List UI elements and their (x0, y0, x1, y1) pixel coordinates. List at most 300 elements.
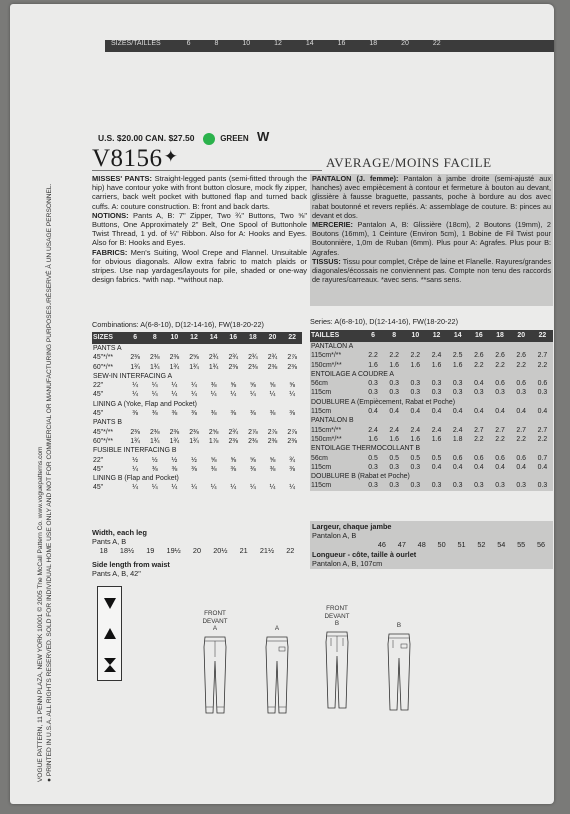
table-cell: 1¾ (130, 363, 140, 371)
table-cell: 0.6 (474, 454, 484, 462)
figure-back-b (386, 622, 412, 712)
table-cell: 0.5 (389, 454, 399, 462)
table-cell: 0.6 (516, 380, 526, 388)
figure-label-line1: FRONT (204, 610, 226, 617)
pattern-envelope-back (10, 4, 554, 804)
width-block-fr (310, 521, 553, 550)
table-row (310, 351, 553, 360)
table-cell: 0.4 (495, 463, 505, 471)
table-header-label: TAILLES (310, 330, 362, 342)
table-cell: 0.3 (495, 482, 505, 490)
pants-back-icon (386, 632, 412, 712)
table-cell: 1.6 (368, 361, 378, 369)
table-cell: ¼ (210, 391, 217, 399)
width-title: Width, each leg (92, 528, 147, 537)
table-cell: ¼ (171, 382, 178, 390)
table-cell: 2.6 (516, 352, 526, 360)
table-cell: 2⅞ (267, 428, 278, 436)
width-label: Pants A, B (92, 537, 127, 546)
side-length-en (92, 560, 170, 578)
figure-view-letter: A (274, 625, 280, 632)
table-row (310, 407, 553, 416)
table-cell: 0.4 (452, 408, 463, 416)
size-band-size: 16 (337, 40, 346, 47)
table-row (310, 481, 553, 490)
table-cell: ¼ (269, 484, 276, 492)
table-header-size: 6 (125, 332, 145, 344)
table-row-label: PANTALON A (311, 343, 354, 350)
table-cell: ½ (191, 456, 197, 464)
table-cell: ¼ (250, 484, 256, 492)
table-cell: ⅜ (132, 410, 138, 418)
table-row-label: SEW-IN INTERFACING A (93, 372, 173, 380)
table-row-label: LINING B (Flap and Pocket) (93, 475, 179, 483)
table-cell: 2⅜ (267, 437, 278, 445)
table-row-label: 45" (93, 391, 104, 399)
table-row (310, 361, 553, 370)
table-cell: 2.6 (474, 352, 484, 360)
side-copyright-line-2: ● PRINTED IN U.S.A. ALL RIGHTS RESERVED. SOLD FOR INDIVIDUAL HOME USE ONLY AND NOT FOR COMMERCIAL OR MANUFACTURING PURPOSES./RÉSERVÉ À UN USAGE PERSONNEL. (46, 183, 53, 782)
table-row-label: ENTOILAGE THERMOCOLLANT B (311, 445, 421, 453)
desc-title: MISSES' PANTS: (92, 174, 153, 183)
table-cell: 1¾ (149, 363, 160, 371)
table-row (310, 370, 553, 379)
table-cell: ⅜ (250, 410, 256, 418)
table-cell: 2.7 (537, 426, 548, 434)
table-cell: 0.3 (431, 380, 442, 388)
table-cell: 1.6 (431, 435, 442, 443)
table-row (92, 418, 302, 427)
table-row-label: 45" (93, 484, 104, 492)
table-row (92, 344, 302, 353)
table-cell: 0.4 (474, 463, 484, 471)
table-cell: ½ (171, 456, 178, 464)
width-value: 56 (537, 540, 546, 549)
table-row-label: 56cm (311, 380, 328, 388)
table-row-label: PANTALON B (311, 417, 354, 425)
table-cell: ⅝ (289, 382, 296, 390)
table-cell: 0.4 (516, 463, 526, 471)
table-cell: ⅜ (230, 410, 237, 418)
table-header-size: 10 (405, 330, 426, 342)
width-value: 51 (457, 540, 466, 549)
table-cell: 0.5 (368, 454, 378, 462)
table-cell: 1.6 (410, 361, 421, 369)
table-cell: 0.6 (452, 454, 463, 462)
table-header-size: 22 (532, 330, 553, 342)
table-cell: 0.3 (410, 389, 421, 397)
us-price: $20.00 (116, 133, 143, 143)
layout-symbols (97, 586, 122, 681)
table-cell: ¼ (191, 484, 197, 492)
width-value: 20 (192, 546, 202, 555)
table-row (92, 400, 302, 409)
table-cell: ¼ (151, 391, 158, 399)
green-dot-icon (203, 133, 215, 145)
table-cell: 0.4 (368, 408, 378, 416)
figure-view-letter: B (396, 622, 402, 629)
table-cell: 0.3 (431, 482, 442, 490)
table-cell: 1¾ (130, 437, 140, 445)
table-cell: 2¾ (228, 428, 239, 436)
width-value: 52 (477, 540, 486, 549)
table-cell: ¼ (289, 484, 296, 492)
table-cell: 2.2 (368, 352, 378, 360)
table-header-size: 12 (184, 332, 204, 344)
table-row (92, 409, 302, 418)
table-cell: 1.6 (368, 435, 378, 443)
table-cell: 2⅜ (130, 354, 140, 362)
table-cell: 0.3 (452, 389, 463, 397)
width-value: 18½ (119, 546, 135, 555)
table-cell: 0.3 (368, 463, 378, 471)
table-cell: ⅝ (250, 382, 256, 390)
table-cell: 1.6 (389, 435, 399, 443)
table-cell: 0.7 (537, 454, 548, 462)
mercerie-body: Pantalon A, B: Glissière (18cm), 2 Boutons (19mm), 2 Boutons (16mm), 1 Ceinture (Environ 5cm), 1 Bobine de Fil Twist pour Boutonnière, 1,0m de Ruban (6mm). Plus pour A: Agrafes. Plus pour B: Agrafes. (312, 220, 551, 257)
table-cell: ¼ (151, 484, 158, 492)
table-cell: 0.6 (495, 380, 505, 388)
width-value: 21 (239, 546, 248, 555)
table-cell: 0.3 (410, 463, 421, 471)
table-cell: 2.2 (537, 435, 548, 443)
table-cell: ⅝ (210, 456, 217, 464)
side-copyright (36, 42, 54, 782)
hourglass-icon (98, 649, 121, 680)
table-cell: 2⅜ (267, 363, 278, 371)
table-cell: 2.2 (495, 361, 505, 369)
table-cell: 0.3 (516, 389, 526, 397)
table-row (92, 446, 302, 455)
table-cell: 2.2 (474, 435, 484, 443)
combinations-en: Combinations: A(6-8-10), D(12-14-16), FW(18-20-22) (92, 320, 264, 329)
size-band-label: SIZES/TAILLES (111, 40, 161, 47)
table-cell: 2⅜ (228, 363, 239, 371)
table-cell: 1¾ (149, 437, 160, 445)
table-cell: ⅜ (191, 465, 197, 473)
table-cell: 2.4 (410, 426, 421, 434)
table-cell: 2.4 (452, 426, 463, 434)
table-cell: 0.3 (431, 389, 442, 397)
table-cell: ⅝ (269, 456, 276, 464)
table-cell: 0.6 (495, 454, 505, 462)
fabrics-body: Men's Suiting, Wool Crepe and Flannel. Unsuitable for obvious diagonals. Allow extra fabric to match plaids or stripes. Use nap yardages/layouts for pile, shaded or one-way design fabrics. *with nap. **without nap. (92, 247, 307, 285)
table-cell: 1¾ (169, 437, 180, 445)
yardage-table-en (92, 332, 302, 493)
pants-front-icon (324, 630, 350, 710)
figure-label-line2: DEVANT (202, 617, 228, 625)
table-row-label: DOUBLURE B (Rabat et Poche) (311, 473, 410, 481)
table-cell: 2.7 (474, 426, 484, 434)
table-cell: 2⅞ (287, 428, 297, 436)
table-cell: 2.7 (537, 352, 548, 360)
table-cell: ¼ (151, 382, 158, 390)
table-cell: 0.5 (431, 454, 442, 462)
table-cell: 0.4 (537, 463, 548, 471)
table-cell: 0.3 (516, 482, 526, 490)
table-cell: 0.3 (368, 380, 378, 388)
us-label: U.S. (98, 133, 115, 143)
table-cell: 2⅝ (189, 354, 199, 362)
table-cell: 2.2 (537, 361, 548, 369)
table-cell: ⅜ (230, 465, 237, 473)
table-row-label: 115cm (311, 389, 332, 397)
notions-title: NOTIONS: (92, 210, 129, 220)
table-cell: 0.3 (452, 482, 463, 490)
width-value: 46 (377, 540, 386, 549)
table-cell: ¼ (191, 382, 197, 390)
can-label: CAN. (145, 133, 167, 143)
width-value: 55 (517, 540, 526, 549)
table-cell: ½ (151, 456, 158, 464)
table-row (310, 444, 553, 453)
table-cell: ⅜ (191, 410, 197, 418)
table-row-label: 56cm (311, 454, 328, 462)
desc-fr-title: PANTALON (J. femme): (312, 174, 399, 183)
table-cell: 2¾ (248, 354, 258, 362)
table-cell: 2⅜ (287, 363, 297, 371)
table-cell: 2⅜ (169, 354, 180, 362)
table-cell: 2⅝ (208, 428, 219, 436)
triangle-down-icon (98, 587, 121, 618)
triangle-up-icon (98, 618, 121, 649)
table-cell: 0.3 (368, 389, 378, 397)
table-cell: 1¾ (189, 363, 199, 371)
table-row (92, 381, 302, 390)
size-band-size: 12 (274, 40, 282, 47)
table-cell: ⅜ (171, 465, 178, 473)
table-cell: ⅝ (269, 382, 276, 390)
table-cell: ⅜ (269, 410, 276, 418)
table-cell: 0.4 (537, 408, 548, 416)
table-cell: ⅜ (151, 465, 158, 473)
table-row-label: 45" (93, 465, 104, 473)
table-cell: ⅜ (151, 410, 158, 418)
yardage-table-fr (310, 330, 553, 491)
table-header-size: 16 (468, 330, 489, 342)
table-cell: ¼ (210, 484, 217, 492)
table-cell: 2¾ (208, 354, 219, 362)
table-cell: 0.6 (516, 454, 526, 462)
tissus-title: TISSUS: (312, 256, 341, 266)
pants-front-icon (202, 635, 228, 715)
table-cell: 0.5 (410, 454, 421, 462)
difficulty-level: AVERAGE/MOINS FACILE (326, 155, 492, 170)
star-icon: ✦ (163, 147, 179, 166)
table-cell: 1⅞ (208, 437, 219, 445)
table-header-size: 22 (282, 332, 302, 344)
table-cell: ⅜ (171, 410, 178, 418)
table-cell: 2.4 (431, 426, 442, 434)
table-cell: 2⅜ (189, 428, 199, 436)
table-cell: 1¾ (169, 363, 180, 371)
width-value: 20½ (213, 546, 228, 555)
table-cell: 2.4 (389, 426, 399, 434)
table-cell: 0.4 (410, 408, 421, 416)
table-row (92, 390, 302, 399)
table-cell: ⅜ (210, 465, 217, 473)
table-row (92, 465, 302, 474)
table-cell: 2.4 (368, 426, 378, 434)
table-cell: 2.7 (495, 426, 505, 434)
table-cell: 0.6 (537, 380, 548, 388)
size-band-size: 8 (214, 40, 219, 47)
table-header-size: 18 (489, 330, 510, 342)
table-cell: ¼ (191, 391, 197, 399)
table-cell: 2⅞ (248, 428, 258, 436)
table-row-label: DOUBLURE A (Empiècement, Rabat et Poche) (311, 398, 455, 406)
divider (92, 170, 322, 171)
pattern-number-text: V8156 (92, 145, 163, 172)
table-cell: ¼ (132, 484, 138, 492)
table-header-size: 12 (426, 330, 447, 342)
table-header-size: 18 (243, 332, 263, 344)
table-cell: 2⅜ (149, 428, 160, 436)
table-cell: 1¾ (189, 437, 199, 445)
table-cell: ⅜ (210, 410, 217, 418)
width-value: 54 (497, 540, 506, 549)
width-value: 21½ (259, 546, 275, 555)
width-block-en (92, 528, 302, 555)
table-header-size: 16 (223, 332, 243, 344)
table-row-label: 45" (93, 410, 104, 418)
table-cell: 0.4 (516, 408, 526, 416)
table-row-label: PANTS A (93, 345, 122, 352)
table-cell: 2.2 (516, 435, 526, 443)
table-row (92, 474, 302, 483)
table-cell: 0.3 (537, 389, 548, 397)
table-cell: ⅜ (289, 410, 296, 418)
table-cell: ¼ (250, 391, 256, 399)
side-length-fr-title: Longueur - côte, taille à ourlet (312, 550, 417, 559)
table-header-size: 8 (145, 332, 165, 344)
table-row-label: ENTOILAGE A COUDRE A (311, 370, 394, 378)
table-cell: ⅜ (250, 465, 256, 473)
side-length-fr-value: Pantalon A, B, 107cm (312, 559, 383, 568)
table-row (92, 456, 302, 465)
table-cell: 2.4 (431, 352, 442, 360)
table-header-size: 20 (511, 330, 532, 342)
table-cell: 2.7 (516, 426, 526, 434)
table-cell: 1.6 (431, 361, 442, 369)
size-band-size: 14 (305, 40, 314, 47)
table-row (310, 342, 553, 351)
table-cell: 2⅜ (228, 437, 239, 445)
size-band-size: 20 (401, 40, 409, 47)
width-value: 18 (99, 546, 108, 555)
pattern-number (92, 145, 178, 173)
table-row (310, 416, 553, 425)
table-cell: 0.4 (389, 408, 399, 416)
table-cell: 2¾ (228, 354, 239, 362)
table-cell: 0.3 (410, 482, 421, 490)
table-cell: 0.3 (389, 482, 399, 490)
table-cell: 2⅜ (248, 437, 258, 445)
table-cell: ¼ (230, 391, 237, 399)
table-cell: 1.8 (452, 435, 463, 443)
table-row-label: LINING A (Yoke, Flap and Pocket) (93, 400, 197, 408)
table-cell: 0.3 (389, 389, 399, 397)
table-cell: 2.2 (410, 352, 421, 360)
table-cell: 0.3 (452, 380, 463, 388)
width-fr-label: Pantalon A, B (312, 531, 357, 540)
size-band-size: 18 (369, 40, 378, 47)
table-row-label: 45"*/** (93, 428, 114, 436)
table-row-label: 115cm (311, 463, 332, 471)
figure-front-a (202, 610, 228, 715)
table-cell: ⅝ (230, 382, 237, 390)
table-cell: 1.6 (452, 361, 463, 369)
pants-back-icon (264, 635, 290, 715)
table-header-size: 20 (263, 332, 283, 344)
price-letter: W (257, 129, 270, 144)
combinations-fr: Series: A(6-8-10), D(12-14-16), FW(18-20-22) (310, 317, 459, 326)
width-values (92, 546, 302, 555)
table-cell: ¼ (132, 391, 138, 399)
table-cell: 0.3 (537, 482, 548, 490)
table-cell: 1.6 (389, 361, 399, 369)
table-cell: 2⅜ (130, 428, 140, 436)
table-cell: ⅝ (230, 456, 237, 464)
table-cell: 2⅞ (287, 354, 297, 362)
price-color-label: GREEN (220, 134, 249, 143)
desc-fr-body: Pantalon à jambe droite (semi-ajusté aux hanches) avec empiècement à contour et fermeture à bouton au devant, glissière à fausse braguette, passants, poche à bordure au dos avec rabat boutonné et revers repliés. A: assemblage de couture. B: pinces au devant et dos. (312, 174, 551, 220)
width-value: 48 (417, 540, 426, 549)
table-cell: 0.4 (431, 408, 442, 416)
table-row-label: 22" (93, 456, 104, 464)
table-cell: ¼ (269, 391, 276, 399)
table-cell: 0.3 (368, 482, 378, 490)
table-cell: ¼ (132, 465, 138, 473)
table-row (92, 372, 302, 381)
table-cell: ½ (132, 456, 138, 464)
table-row-label: 150cm*/** (311, 361, 342, 369)
size-band-size: 6 (186, 40, 191, 47)
table-cell: 2.2 (474, 361, 484, 369)
mercerie-title: MERCERIE: (312, 220, 353, 230)
width-fr-title: Largeur, chaque jambe (312, 522, 392, 531)
side-length-title: Side length from waist (92, 560, 170, 569)
table-cell: 0.3 (410, 380, 421, 388)
table-row (310, 435, 553, 444)
table-cell: 2⅜ (248, 363, 258, 371)
table-row-label: 60"*/** (93, 437, 114, 445)
table-cell: 2.2 (516, 361, 526, 369)
table-row (310, 426, 553, 435)
figure-label-line2: DEVANT (324, 612, 350, 620)
table-header-row (92, 332, 302, 344)
table-header-label: SIZES (92, 332, 125, 344)
table-cell: 1.6 (410, 435, 421, 443)
size-band-size: 22 (432, 40, 441, 47)
size-band-size: 10 (242, 40, 251, 47)
table-row (92, 428, 302, 437)
width-fr-values (312, 540, 551, 549)
table-row-label: 45"*/** (93, 354, 114, 362)
table-cell: ¼ (171, 484, 178, 492)
table-row-label: 60"*/** (93, 363, 114, 371)
table-cell: 0.3 (389, 380, 399, 388)
figure-view-letter: A (212, 625, 218, 632)
table-header-size: 14 (447, 330, 468, 342)
table-row-label: PANTS B (93, 419, 122, 427)
table-cell: 1¾ (208, 363, 219, 371)
size-band (105, 40, 554, 52)
table-row (92, 353, 302, 362)
side-copyright-line-1: VOGUE PATTERN, 11 PENN PLAZA, NEW YORK 10001 © 2005 The McCall Pattern Co. www.voguepatterns.com (37, 446, 44, 782)
table-header-size: 14 (204, 332, 224, 344)
table-row-label: 150cm*/** (311, 435, 342, 443)
